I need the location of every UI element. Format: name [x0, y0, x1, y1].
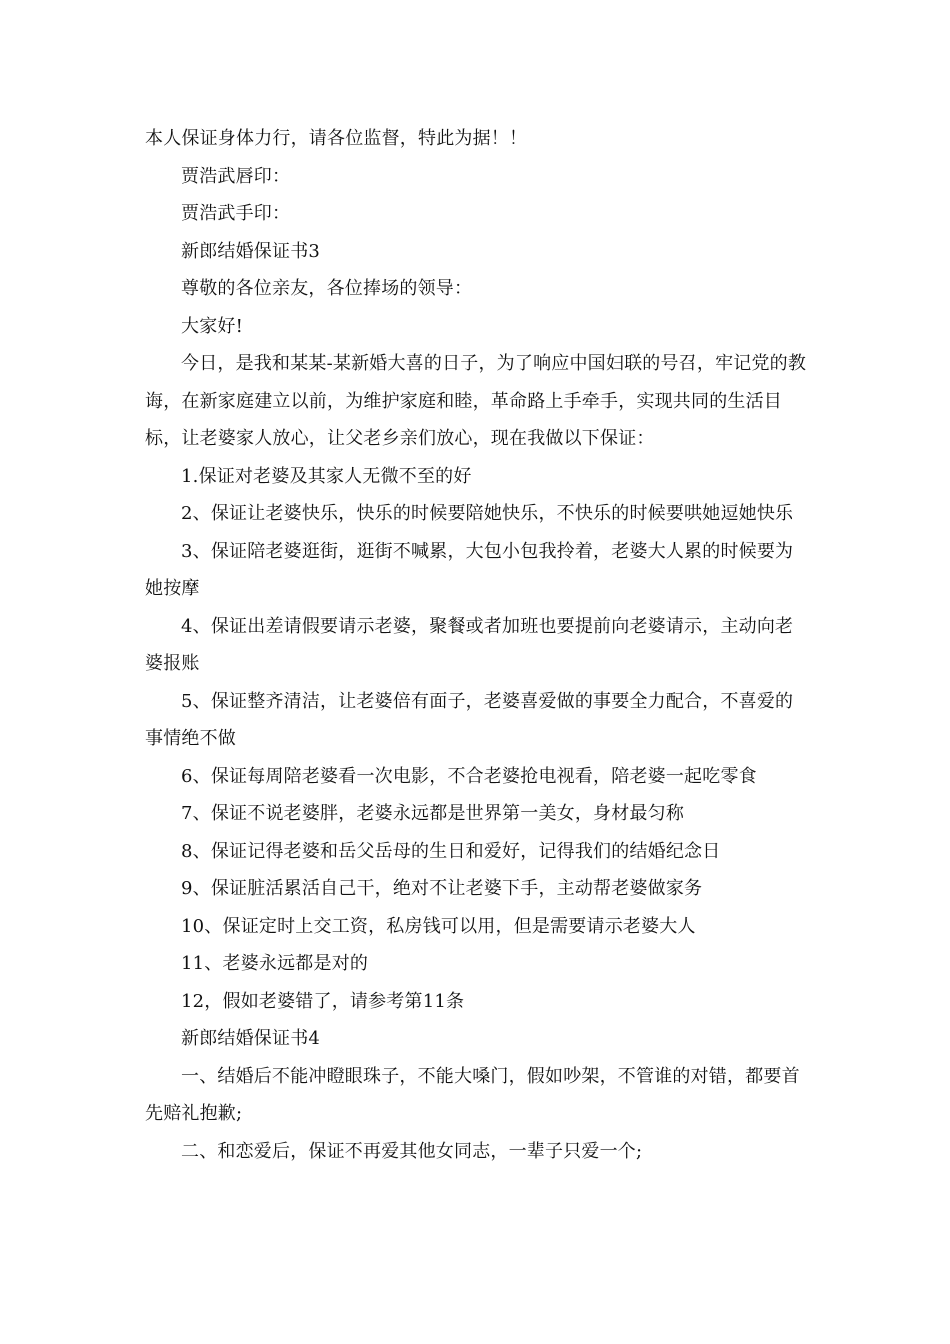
pledge-item-11: 11、老婆永远都是对的 — [181, 953, 369, 974]
pledge-item-1: 1.保证对老婆及其家人无微不至的好 — [181, 465, 472, 487]
pledge-item-9: 9、保证脏活累活自己干，绝对不让老婆下手，主动帮老婆做家务 — [181, 878, 703, 899]
pledge-item-10: 10、保证定时上交工资，私房钱可以用，但是需要请示老婆大人 — [181, 915, 696, 937]
greeting: 大家好! — [181, 315, 244, 337]
closing-statement: 本人保证身体力行，请各位监督，特此为据！！ — [145, 128, 528, 149]
salutation: 尊敬的各位亲友，各位捧场的领导： — [181, 278, 473, 299]
pledge-clause-1: 一、结婚后不能冲瞪眼珠子，不能大嗓门，假如吵架，不管谁的对错，都要首先赔礼抱歉; — [145, 1065, 800, 1124]
section-title-4: 新郎结婚保证书4 — [181, 1028, 321, 1049]
pledge-item-5: 5、保证整齐清洁，让老婆倍有面子，老婆喜爱做的事要全力配合，不喜爱的事情绝不做 — [145, 690, 794, 749]
intro-paragraph: 今日，是我和某某-某新婚大喜的日子，为了响应中国妇联的号召，牢记党的教诲，在新家庭建立以前，为维护家庭和睦，革命路上手牵手，实现共同的生活目标，让老婆家人放心，让父老乡亲们放心，现在我做以下保证： — [145, 353, 807, 449]
pledge-item-2: 2、保证让老婆快乐，快乐的时候要陪她快乐，不快乐的时候要哄她逗她快乐 — [181, 503, 794, 524]
pledge-item-7: 7、保证不说老婆胖，老婆永远都是世界第一美女，身材最匀称 — [181, 803, 685, 824]
pledge-item-12: 12，假如老婆错了，请参考第11条 — [181, 990, 465, 1012]
hand-print-line: 贾浩武手印： — [181, 203, 291, 224]
lip-print-line: 贾浩武唇印： — [181, 165, 291, 187]
section-title-3: 新郎结婚保证书3 — [181, 240, 321, 262]
pledge-clause-2: 二、和恋爱后，保证不再爱其他女同志，一辈子只爱一个; — [181, 1140, 643, 1162]
pledge-item-8: 8、保证记得老婆和岳父岳母的生日和爱好，记得我们的结婚纪念日 — [181, 840, 721, 862]
pledge-item-3: 3、保证陪老婆逛街，逛街不喊累，大包小包我拎着，老婆大人累的时候要为她按摩 — [145, 540, 794, 599]
document-body — [145, 120, 810, 1170]
pledge-item-6: 6、保证每周陪老婆看一次电影，不合老婆抢电视看，陪老婆一起吃零食 — [181, 765, 757, 787]
pledge-item-4: 4、保证出差请假要请示老婆，聚餐或者加班也要提前向老婆请示，主动向老婆报账 — [145, 615, 794, 674]
